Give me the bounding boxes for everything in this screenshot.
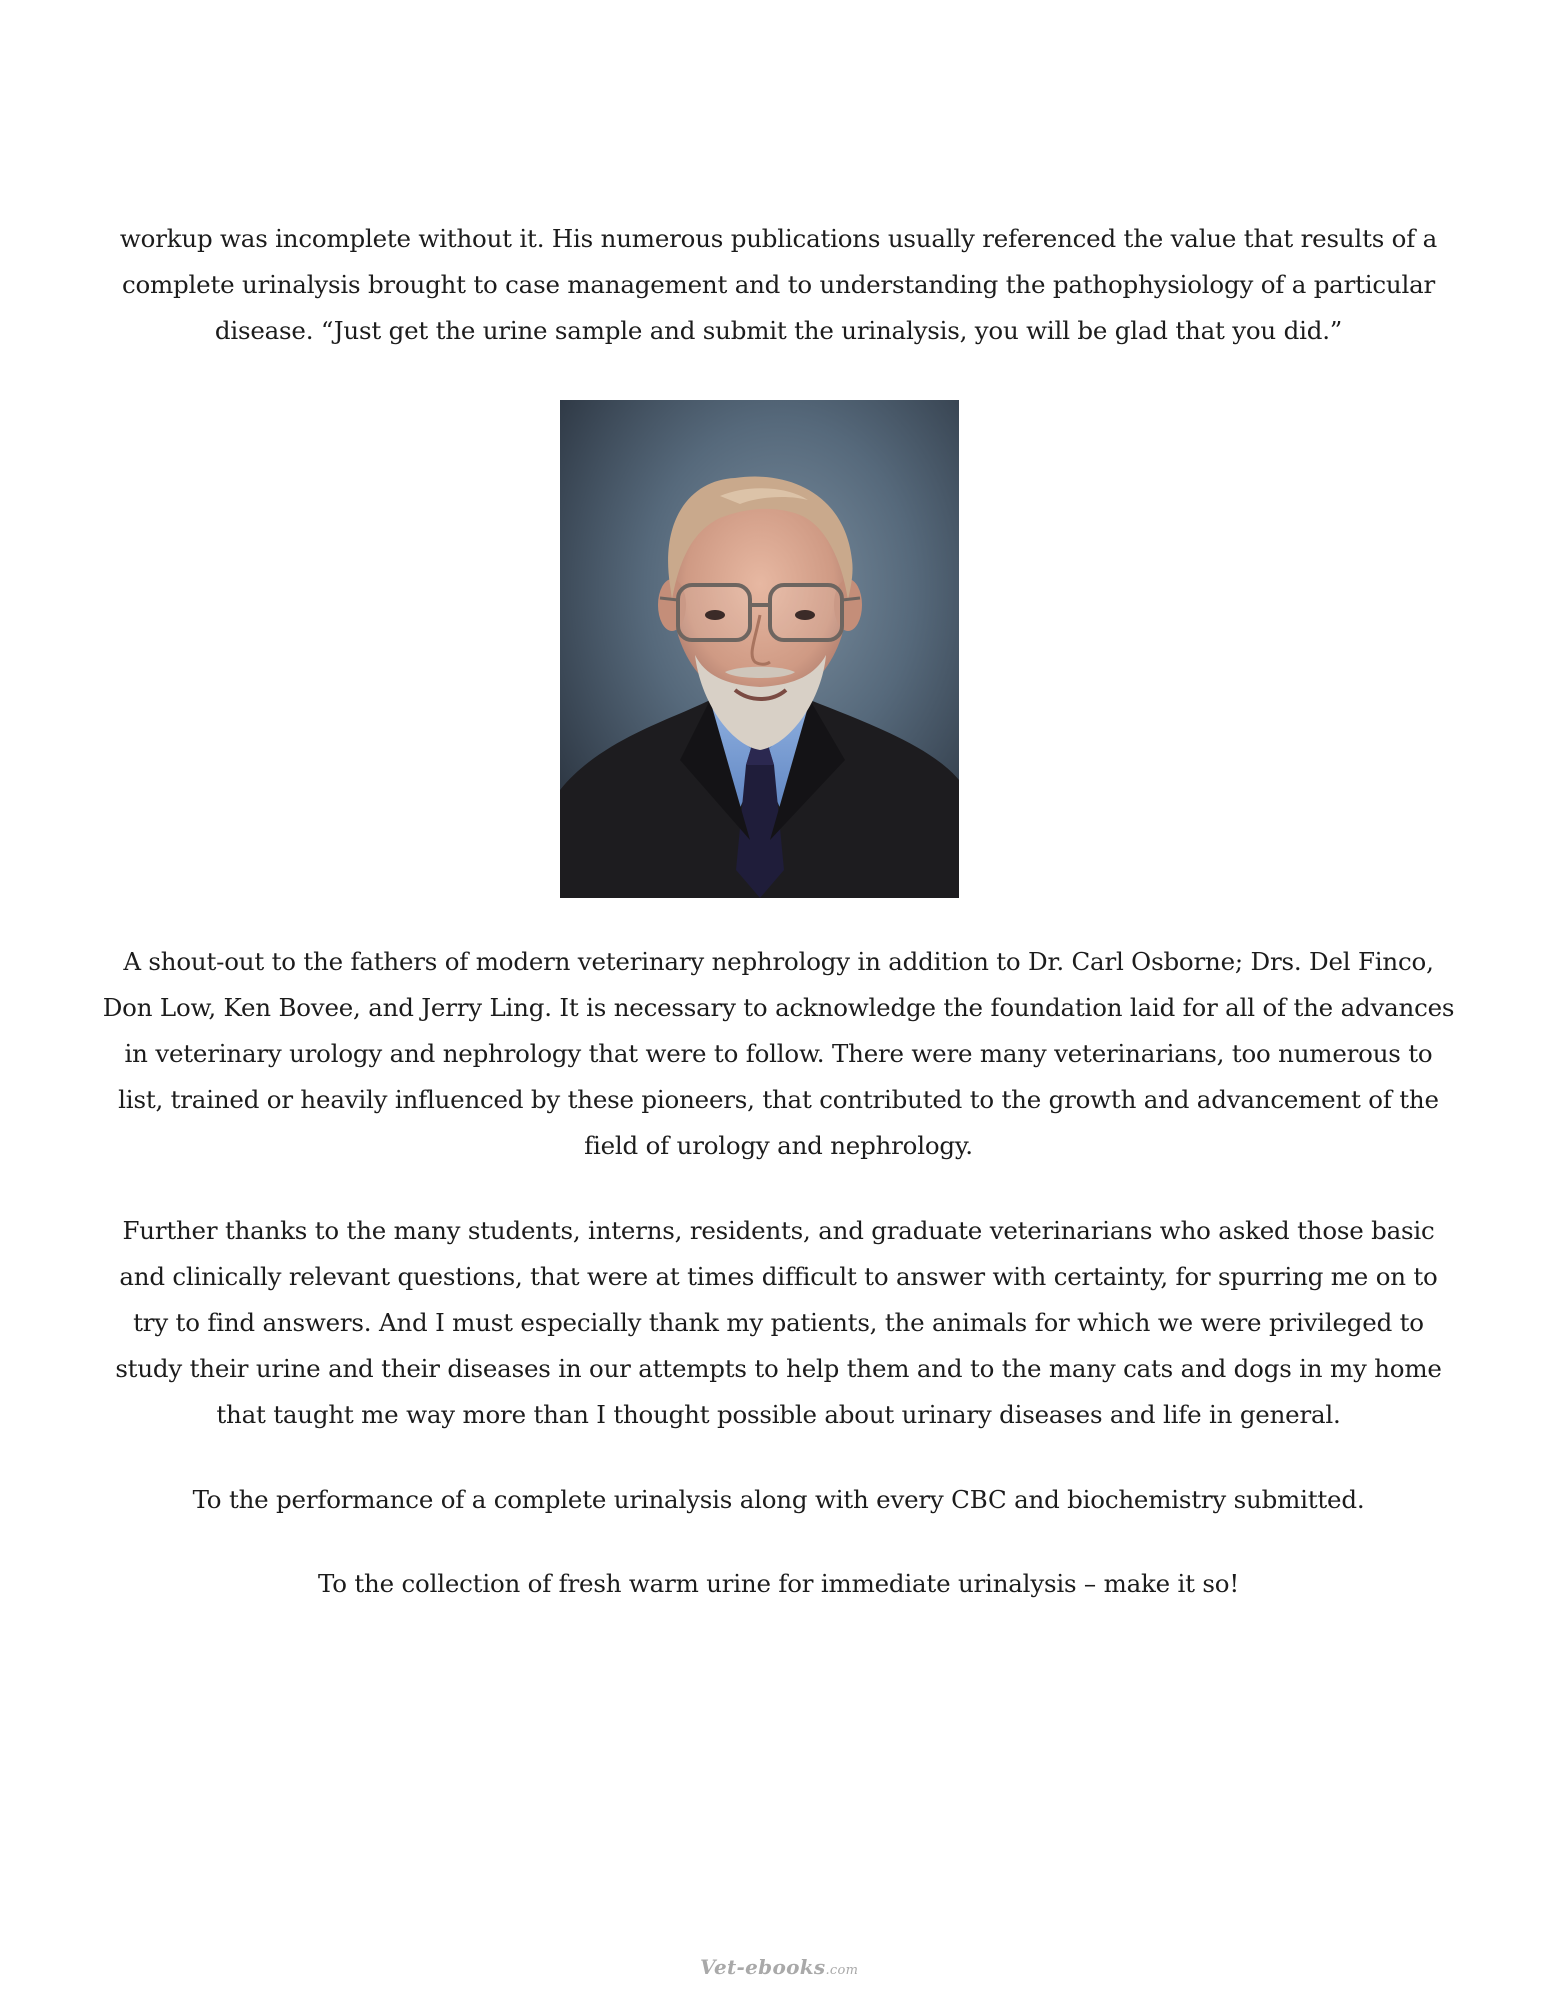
watermark-logo xyxy=(700,1955,870,1981)
toast-collection-paragraph: To the collection of fresh warm urine for immediate urinalysis – make it so! xyxy=(318,1569,1239,1598)
intro-paragraph: workup was incomplete without it. His numerous publications usually referenced the value that results of a complete urinalysis brought to case management and to understanding the pathophysiology of a particular disease. “Just get the urine sample and submit the urinalysis, you will be glad that you did.” xyxy=(119,224,1438,345)
shoutout-paragraph: A shout-out to the fathers of modern veterinary nephrology in addition to Dr. Carl Osborne; Drs. Del Finco, Don Low, Ken Bovee, and Jerry Ling. It is necessary to acknowledge the foundation laid for all of the advances in veterinary urology and nephrology that were to follow. There were many veterinarians, too numerous to list, trained or heavily influenced by these pioneers, that contributed to the growth and advancement of the field of urology and nephrology. xyxy=(102,947,1455,1160)
watermark-name: Vet-ebooks xyxy=(700,1955,826,1979)
watermark-tld: .com xyxy=(825,1963,859,1978)
toast-cbc-paragraph: To the performance of a complete urinalysis along with every CBC and biochemistry submitted. xyxy=(192,1485,1365,1514)
portrait-illustration xyxy=(560,400,959,898)
thanks-paragraph: Further thanks to the many students, interns, residents, and graduate veterinarians who asked those basic and clinically relevant questions, that were at times difficult to answer with certainty, for spurring me on to try to find answers. And I must especially thank my patients, the animals for which we were privileged to study their urine and their diseases in our attempts to help them and to the many cats and dogs in my home that taught me way more than I thought possible about urinary diseases and life in general. xyxy=(115,1216,1442,1429)
portrait-photo xyxy=(560,400,959,898)
